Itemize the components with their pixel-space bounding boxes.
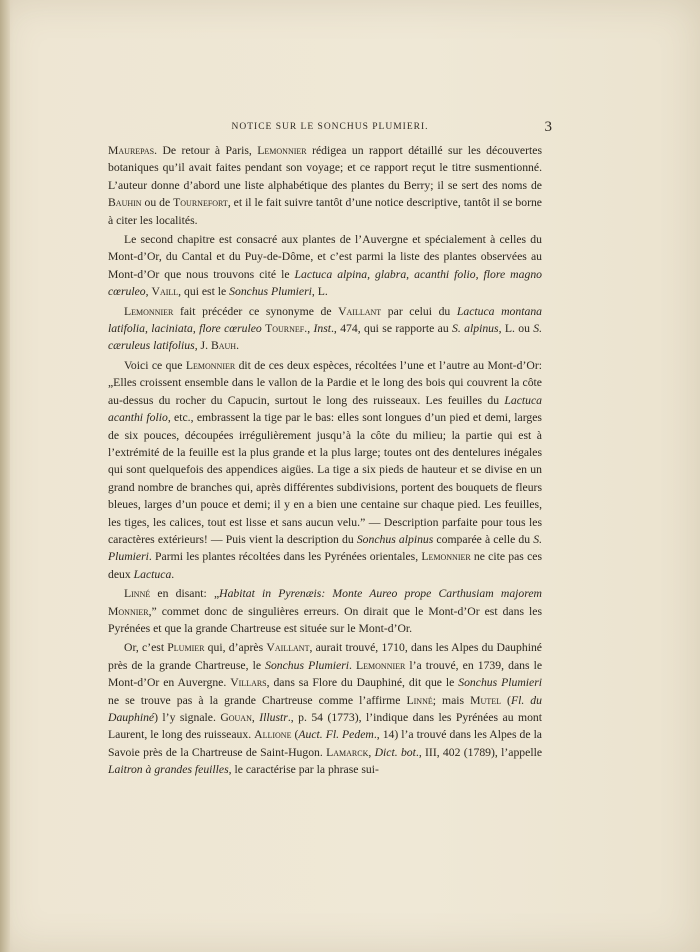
name-smallcaps: Vaillant <box>338 304 382 318</box>
text-run: Le second chapitre est consacré aux plantes de l’Auvergne et spécialement à celles du Mont-d’Or, du Cantal et du Puy-de-Dôme, et c’est parmi la liste des plantes observées au Mont-d’Or que nous trouvons cité le <box>108 233 542 281</box>
text-run: ., p. 54 (1773), l’indique dans les Pyrénées au mont Laurent, le long des ruisseaux. <box>108 711 543 742</box>
page-number: 3 <box>544 119 552 135</box>
text-run: en disant: „ <box>150 587 220 601</box>
name-smallcaps: Lemonnier <box>421 550 471 564</box>
name-smallcaps: Maurepas <box>108 144 155 157</box>
text-run: ,” commet donc de singulières erreurs. On dirait que le Mont-d’Or est dans les Pyrénées et que la grande Chartreuse est située sur le Mont-d’Or. <box>108 604 542 635</box>
name-smallcaps: Mutel <box>470 693 501 707</box>
name-smallcaps: Bauhin <box>108 196 142 210</box>
text-run: , qui est le <box>178 285 230 299</box>
name-smallcaps: Gouan <box>220 711 252 724</box>
text-run: ou de <box>141 196 174 210</box>
text-run: comparée à celle du <box>433 532 534 546</box>
text-run: , J. <box>194 339 211 353</box>
text-run: ) l’y signale. <box>154 711 221 724</box>
italic-term: Lactuca acanthi folio <box>108 393 542 425</box>
text-run: ., III, 402 (1789), l’appelle <box>415 745 543 759</box>
name-smallcaps: Vaillant <box>266 641 310 655</box>
paragraph <box>108 357 542 583</box>
text-run: ( <box>291 728 299 742</box>
text-run: . Parmi les plantes récoltées dans les Pyrénées orientales, <box>148 550 422 564</box>
text-run: , et il le fait suivre tantôt d’une notice descriptive, tantôt il se borne à citer les localités. <box>108 196 542 227</box>
name-smallcaps: Lamarck <box>326 745 369 759</box>
paragraph <box>108 585 542 637</box>
text-run: par celui du <box>381 304 457 318</box>
running-head-title: NOTICE SUR LE SONCHUS PLUMIERI. <box>231 122 429 132</box>
text-run: , L. ou <box>498 322 534 336</box>
name-smallcaps: Vaill <box>151 285 179 299</box>
text-run: , etc., embrassent la tige par le bas: elles sont longues d’un pied et demi, larges de six pouces, découpées irrégulièrement jusqu’à la côte du milieu; la partie qui est à l’extrémité de la feuille est la plus grande et la plus large; toutes ont des dentelures inégales qui sont quelquefois des appendices aigües. La tige a six pieds de hauteur et se divise en un grand nombre de branches qui, après différentes subdivisions, portent des bouquets de fleurs bleues, larges d’un pouce et demi; il y en a bien une centaine sur chaque pied. Les feuilles, les tiges, les calices, tout est lisse et sans aucun velu.” — Description parfaite pour tous les caractères extérieurs! — Puis vient la description du <box>108 411 542 546</box>
text-run: fait précéder ce synonyme de <box>173 304 339 318</box>
italic-term: Inst <box>313 322 331 336</box>
name-smallcaps: Monnier <box>108 604 149 618</box>
name-smallcaps: Plumier <box>167 641 205 655</box>
name-smallcaps: Linné <box>124 587 151 601</box>
paragraph <box>108 639 542 778</box>
text-run: l’a trouvé, en 1739, dans le Mont-d’Or en Auvergne. <box>108 658 543 690</box>
text-run: ., 14) l’a trouvé dans les Alpes de la Savoie près de la Chartreuse de Saint-Hugon. <box>108 728 542 759</box>
italic-term: Illustr <box>259 711 288 724</box>
italic-term: Sonchus Plumieri <box>458 676 542 690</box>
italic-term: Lactuca <box>133 567 172 581</box>
name-smallcaps: Lemonnier <box>257 144 307 157</box>
name-smallcaps: Bauh <box>210 339 237 353</box>
text-run: ., 474, qui se rapporte au <box>331 322 453 336</box>
text-run: ( <box>501 693 511 707</box>
text-run: , aurait trouvé, 1710, dans les Alpes du Dauphiné près de la grande Chartreuse, le <box>108 641 542 672</box>
text-run: ne cite pas ces deux <box>108 550 543 581</box>
text-run: ., <box>304 322 314 336</box>
text-run: , le caractérise par la phrase sui- <box>228 763 379 777</box>
text-run: rédigea un rapport détaillé sur les découvertes botaniques qu’il avait faites pendant son voyage; et ce rapport reçut le titre susmentionné. L’auteur donne d’abord une liste alphabétique des plantes du Berry; il se sert des noms de <box>108 144 542 192</box>
text-run: ; mais <box>432 693 471 707</box>
name-smallcaps: Tournefort <box>173 196 228 210</box>
italic-term: Habitat in Pyrenæis: Monte Aureo prope Carthusiam majorem <box>219 587 542 601</box>
name-smallcaps: Tournef <box>265 322 305 336</box>
italic-term: Dict. bot <box>374 745 416 759</box>
text-run: qui, d’après <box>204 641 267 655</box>
text-run: dit de ces deux espèces, récoltées l’une et l’autre au Mont-d’Or: „Elles croissent ensemble dans le vallon de la Pardie et le long des bois qui couvrent la côte au-dessus du rocher du Capucin, surtout le long des ruisseaux. Les feuilles du <box>108 358 542 407</box>
text-run: Voici ce que <box>124 358 186 372</box>
italic-term: S. cæruleus latifolius <box>108 322 543 353</box>
italic-term: S. Plumieri <box>108 532 542 564</box>
text-run: . <box>349 658 356 672</box>
italic-term: Laitron à grandes feuilles <box>108 763 229 777</box>
paragraph <box>108 142 542 229</box>
text-run: , L. <box>311 285 328 299</box>
text-run: , <box>145 285 152 299</box>
text-run: . <box>236 339 239 353</box>
text-run: . De retour à Paris, <box>154 144 258 157</box>
text-run: , <box>368 745 375 759</box>
italic-term: Sonchus Plumieri <box>265 658 350 672</box>
name-smallcaps: Villars <box>230 676 267 690</box>
italic-term: S. alpinus <box>452 322 499 336</box>
text-run: , <box>251 711 260 724</box>
italic-term: Sonchus alpinus <box>356 532 434 546</box>
page-binding-edge <box>0 0 10 952</box>
italic-term: Fl. du Dauphiné <box>108 693 542 724</box>
paragraph <box>108 231 542 301</box>
name-smallcaps: Lemonnier <box>124 304 174 318</box>
text-run: ne se trouve pas à la grande Chartreuse comme l’affirme <box>108 693 407 707</box>
italic-term: Lactuca montana latifolia, laciniata, flore cœruleo <box>108 304 542 336</box>
name-smallcaps: Allione <box>254 728 292 742</box>
name-smallcaps: Linné <box>406 693 433 707</box>
italic-term: Lactuca alpina, glabra, acanthi folio, flore magno cœruleo <box>108 267 543 299</box>
name-smallcaps: Lemonnier <box>356 658 406 672</box>
running-head <box>108 120 552 136</box>
name-smallcaps: Lemonnier <box>185 358 236 372</box>
text-run: , dans sa Flore du Dauphiné, dit que le <box>266 676 459 690</box>
italic-term: Sonchus Plumieri <box>229 285 312 299</box>
text-run: . <box>171 567 175 581</box>
text-run: Or, c’est <box>124 641 168 655</box>
paragraph <box>108 303 542 355</box>
body-text <box>108 142 542 781</box>
italic-term: Auct. Fl. Pedem <box>298 728 374 742</box>
